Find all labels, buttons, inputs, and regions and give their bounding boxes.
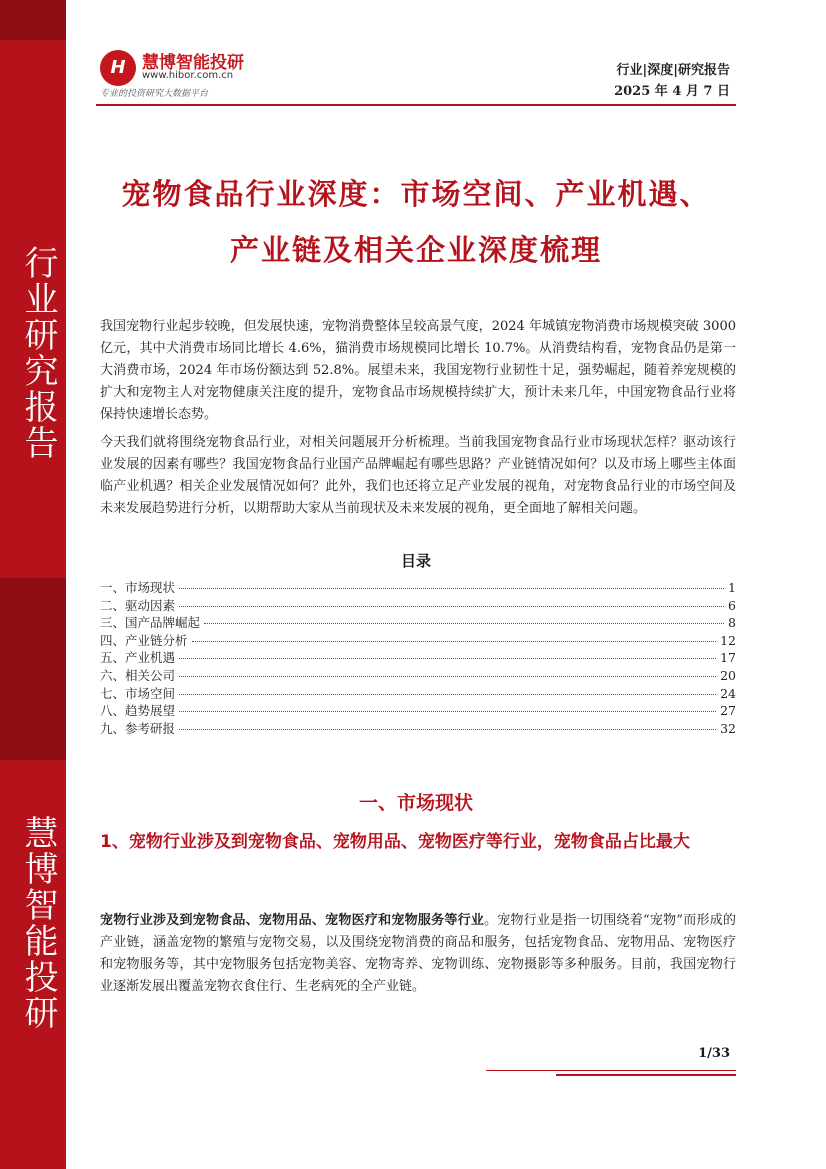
- toc-dot-leader: [179, 676, 716, 677]
- toc-dot-leader: [179, 658, 716, 659]
- section-subtitle: 1、宠物行业涉及到宠物食品、宠物用品、宠物医疗等行业，宠物食品占比最大: [100, 832, 690, 852]
- report-meta: [614, 60, 730, 102]
- header-divider: [96, 104, 736, 106]
- toc-dot-leader: [192, 641, 717, 642]
- toc-item-label: 一、市场现状: [100, 580, 176, 595]
- toc-item-label: 八、趋势展望: [100, 703, 176, 719]
- report-title: [96, 166, 736, 278]
- toc-item-label: 九、参考研报: [100, 720, 176, 736]
- logo-url: www.hibor.com.cn: [142, 70, 234, 81]
- toc-item[interactable]: [100, 578, 736, 596]
- footer-rule: [486, 1070, 736, 1071]
- toc-item[interactable]: [100, 684, 736, 702]
- toc-item-page: 20: [720, 667, 736, 683]
- toc-dot-leader: [179, 729, 716, 730]
- toc-dot-leader: [179, 606, 724, 607]
- sidebar-band-middle: [0, 578, 66, 760]
- toc-title: 目录: [400, 552, 431, 570]
- toc-item[interactable]: [100, 631, 736, 649]
- toc-item-page: 24: [720, 685, 736, 701]
- toc-item[interactable]: [100, 719, 736, 737]
- toc-item-label: 六、相关公司: [100, 667, 176, 683]
- logo-name: 慧博智能投研: [142, 53, 244, 73]
- intro-paragraph-1: 我国宠物行业起步较晚，但发展快速，宠物消费整体呈较高景气度，2024 年城镇宠物消费市场规模突破 3000 亿元，其中犬消费市场同比增长 4.6%，猫消费市场规模同比增长 10.7%。从消费结构看，宠物食品仍是第一大消费市场，2024 年市场份额达到 52.8%。展望未来，我国宠物行业韧性十足，强势崛起，随着养宠规模的扩大和宠物主人对宠物健康关注度的提升，宠物食品市场规模持续扩大，预计未来几年，中国宠物食品行业将保持快速增长态势。: [100, 319, 736, 422]
- toc-item-page: 6: [728, 597, 736, 613]
- toc-item-label: 七、市场空间: [100, 685, 176, 701]
- toc-item-page: 27: [720, 703, 736, 719]
- report-title-line2: 产业链及相关企业深度梳理: [229, 233, 602, 267]
- sidebar-band-top: [0, 0, 66, 40]
- toc-item-page: 1: [728, 580, 736, 595]
- report-date: 2025 年 4 月 7 日: [614, 84, 730, 99]
- toc-item-label: 四、产业链分析: [100, 632, 188, 648]
- toc-item[interactable]: [100, 596, 736, 614]
- toc-item-page: 32: [720, 720, 736, 736]
- section-body-lead: 宠物行业涉及到宠物食品、宠物用品、宠物医疗和宠物服务等行业: [100, 913, 485, 928]
- toc-dot-leader: [179, 588, 724, 589]
- page-number: 1/33: [698, 1046, 730, 1061]
- toc-item[interactable]: [100, 648, 736, 666]
- toc-dot-leader: [179, 694, 716, 695]
- logo-mark-icon: H: [100, 50, 136, 86]
- brand-logo: [100, 48, 260, 100]
- sidebar-label-bottom: 慧博智能投研: [18, 815, 58, 1031]
- logo-slogan: 专业的投资研究大数据平台: [100, 89, 209, 99]
- toc-item-page: 8: [728, 615, 736, 631]
- table-of-contents: [100, 578, 736, 736]
- toc-item-page: 12: [720, 632, 736, 648]
- section-body-text: 。宠物行业是指一切围绕着“宠物”而形成的产业链，涵盖宠物的繁殖与宠物交易，以及围绕宠物消费的商品和服务，包括宠物食品、宠物用品、宠物医疗和宠物服务等，其中宠物服务包括宠物美容、宠物寄养、宠物训练、宠物摄影等多种服务。目前，我国宠物行业逐渐发展出覆盖宠物衣食住行、生老病死的全产业链。: [100, 913, 736, 994]
- toc-dot-leader: [179, 711, 716, 712]
- toc-item[interactable]: [100, 701, 736, 719]
- toc-dot-leader: [204, 623, 724, 624]
- toc-item[interactable]: [100, 613, 736, 631]
- report-title-line1: 宠物食品行业深度：市场空间、产业机遇、: [121, 177, 711, 211]
- toc-item-label: 五、产业机遇: [100, 650, 176, 666]
- toc-item-label: 三、国产品牌崛起: [100, 615, 201, 631]
- toc-item-label: 二、驱动因素: [100, 597, 176, 613]
- section-title: 一、市场现状: [358, 792, 473, 814]
- sidebar-label-top: 行业研究报告: [18, 245, 58, 461]
- intro-paragraph-2: 今天我们就将围绕宠物食品行业，对相关问题展开分析梳理。当前我国宠物食品行业市场现状怎样？驱动该行业发展的因素有哪些？我国宠物食品行业国产品牌崛起有哪些思路？产业链情况如何？以及市场上哪些主体面临产业机遇？相关企业发展情况如何？此外，我们也还将立足产业发展的视角，对宠物食品行业的市场空间及未来发展趋势进行分析，以期帮助大家从当前现状及未来发展的视角，更全面地了解相关问题。: [100, 435, 736, 516]
- section-body: [100, 910, 736, 998]
- toc-item-page: 17: [720, 650, 736, 666]
- footer-rule-accent: [556, 1074, 736, 1076]
- sidebar: [0, 0, 66, 1169]
- toc-item[interactable]: [100, 666, 736, 684]
- report-category: 行业|深度|研究报告: [616, 63, 730, 78]
